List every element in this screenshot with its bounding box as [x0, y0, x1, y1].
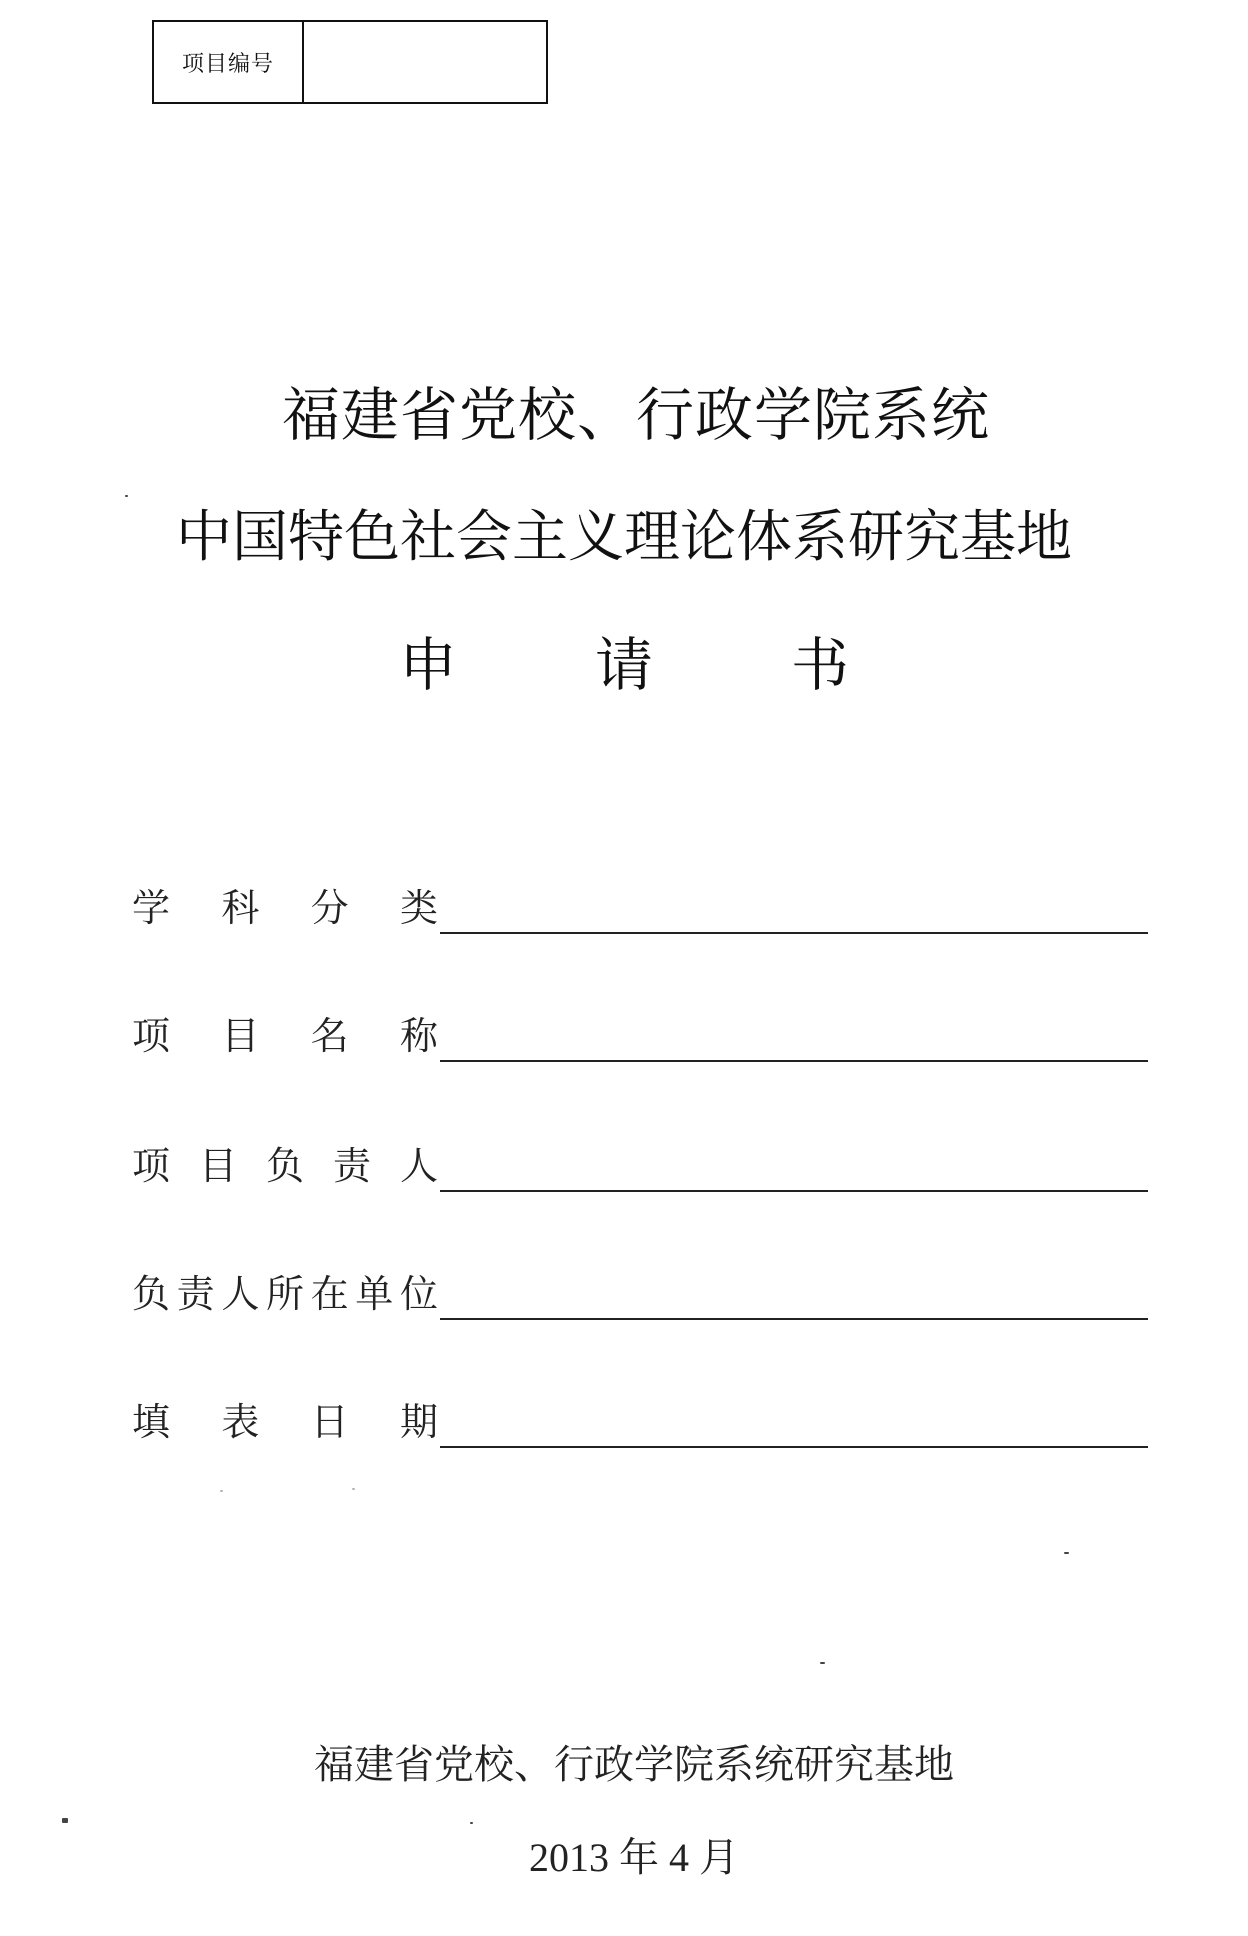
label-char: 在: [310, 1272, 349, 1316]
label-char: 责: [176, 1272, 215, 1316]
label-char: 所: [265, 1272, 304, 1316]
field-label-project-name: [132, 1005, 438, 1060]
label-char: 称: [399, 1014, 438, 1058]
label-char: 目: [198, 1144, 237, 1188]
title-line-2: 中国特色社会主义理论体系研究基地: [176, 505, 1072, 570]
project-number-box: [152, 20, 548, 104]
label-char: 项: [132, 1144, 171, 1188]
label-char: 类: [399, 886, 438, 930]
project-number-label: 项目编号: [154, 22, 304, 102]
label-char: 填: [132, 1400, 171, 1444]
title-char-shu: 书: [790, 631, 849, 699]
scan-speck: [470, 1822, 473, 1824]
title-line-3: [0, 618, 1248, 702]
footer-date: 2013 年 4 月: [529, 1835, 739, 1880]
scan-speck: [125, 495, 128, 497]
field-project-leader: [132, 1134, 1148, 1194]
label-char: 学: [132, 886, 171, 930]
title-char-shen: 申: [398, 631, 457, 699]
field-leader-unit: [132, 1262, 1148, 1322]
field-project-name: [132, 1004, 1148, 1064]
title-line-1: 福建省党校、行政学院系统: [281, 381, 990, 449]
label-char: 单: [355, 1272, 394, 1316]
field-line-project-name[interactable]: [440, 1060, 1148, 1062]
field-line-project-leader[interactable]: [440, 1190, 1148, 1192]
field-subject-category: [132, 876, 1148, 936]
field-label-subject-category: [132, 877, 438, 932]
field-line-subject-category[interactable]: [440, 932, 1148, 934]
scan-speck: [352, 1488, 355, 1490]
title-char-qing: 请: [594, 631, 653, 699]
label-char: 人: [399, 1144, 438, 1188]
label-char: 位: [399, 1272, 438, 1316]
label-char: 名: [310, 1014, 349, 1058]
field-line-leader-unit[interactable]: [440, 1318, 1148, 1320]
scan-speck: [62, 1818, 68, 1823]
field-label-project-leader: [132, 1135, 438, 1190]
label-char: 科: [221, 886, 260, 930]
label-char: 负: [132, 1272, 171, 1316]
scan-speck: [220, 1490, 223, 1492]
scan-speck: [820, 1662, 825, 1664]
project-number-value[interactable]: [304, 22, 546, 102]
label-char: 期: [399, 1400, 438, 1444]
scan-speck: [1064, 1552, 1069, 1554]
label-char: 项: [132, 1014, 171, 1058]
field-label-leader-unit: [132, 1263, 438, 1318]
field-line-fill-date[interactable]: [440, 1446, 1148, 1448]
label-char: 日: [310, 1400, 349, 1444]
label-char: 责: [332, 1144, 371, 1188]
label-char: 分: [310, 886, 349, 930]
field-label-fill-date: [132, 1391, 438, 1446]
label-char: 负: [265, 1144, 304, 1188]
label-char: 表: [221, 1400, 260, 1444]
field-fill-date: [132, 1390, 1148, 1450]
label-char: 人: [221, 1272, 260, 1316]
footer-organization: 福建省党校、行政学院系统研究基地: [314, 1742, 954, 1788]
label-char: 目: [221, 1014, 260, 1058]
